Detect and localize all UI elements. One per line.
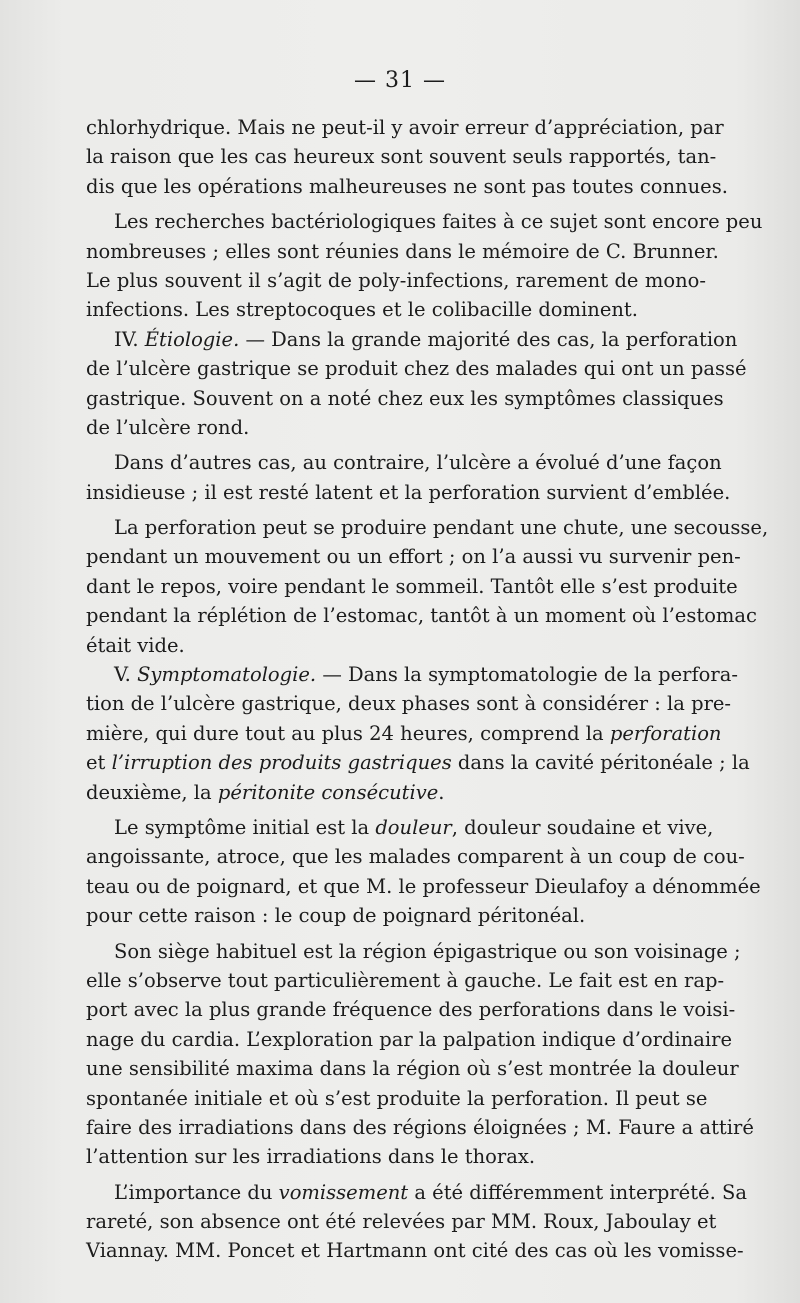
paragraph-start-line [86,513,769,542]
text-segment: nage du cardia. L’exploration par la palpation indique d’ordinaire [86,1027,732,1051]
text-line [86,689,732,718]
text-line [86,172,728,201]
text-segment: , douleur soudaine et vive, [451,815,714,839]
text-segment: dans la cavité péritonéale ; la [451,751,750,775]
text-line [86,1054,739,1083]
text-segment: port avec la plus grande fréquence des perforations dans le voisi- [86,998,736,1022]
text-line [86,1142,706,1171]
text-segment: Son siège habituel est la région épigastrique ou son voisinage ; [114,939,741,963]
emphasis-text: perforation [609,721,722,745]
text-line [86,1084,706,1113]
section-title-etiologie: Étiologie. [144,327,240,351]
text-segment: spontanée initiale et où s’est produite la perforation. Il peut se [86,1086,708,1110]
text-line [86,1025,732,1054]
text-segment: pendant la réplétion de l’estomac, tantôt à un moment où l’estomac [86,604,757,628]
text-segment: . [438,780,445,804]
text-line [86,719,722,748]
text-line [86,478,731,507]
text-line [86,872,761,901]
text-segment: teau ou de poignard, et que M. le professeur Dieulafoy a dénommée [86,874,761,898]
page-number: — 31 — [354,68,446,93]
text-segment: faire des irradiations dans des régions éloignées ; M. Faure a attiré [86,1115,754,1139]
text-segment: Dans d’autres cas, au contraire, l’ulcère a évolué d’une façon [114,451,722,475]
text-segment: — Dans la symptomatologie de la perfora- [316,663,738,687]
text-segment: La perforation peut se produire pendant une chute, une secousse, [114,516,769,540]
emphasis-text: péritonite consécutive [217,780,439,804]
paragraph-start-line [86,937,741,966]
text-segment: et [86,751,112,775]
section-number: IV. [114,327,145,351]
text-line [86,901,706,930]
emphasis-text: douleur [375,815,452,839]
text-line [86,354,747,383]
section-number: V. [114,663,138,687]
section-title-symptomatologie: Symptomatologie. [137,663,317,687]
text-segment: chlorhydrique. Mais ne peut-il y avoir erreur d’appréciation, par [86,116,724,139]
text-line [86,413,706,442]
text-segment: de l’ulcère gastrique se produit chez des malades qui ont un passé [86,357,747,381]
text-segment: Viannay. MM. Poncet et Hartmann ont cité des cas où les vomisse- [86,1239,744,1263]
text-segment: a été différemment interprété. Sa [408,1180,747,1204]
text-segment: gastrique. Souvent on a noté chez eux les symptômes classiques [86,386,724,410]
text-segment: de l’ulcère rond. [86,415,250,439]
text-segment: une sensibilité maxima dans la région où s’est montrée la douleur [86,1057,739,1081]
text-segment: Le plus souvent il s’agit de poly-infections, rarement de mono- [86,268,706,292]
text-line [86,966,725,995]
text-line [86,237,719,266]
text-line [86,778,706,807]
text-segment: infections. Les streptocoques et le colibacille dominent. [86,298,638,322]
emphasis-text: l’irruption des produits gastriques [111,751,452,775]
text-line [86,295,706,324]
text-line [86,384,724,413]
text-segment: la raison que les cas heureux sont souvent seuls rapportés, tan- [86,145,717,169]
text-line [86,266,706,295]
body-text [86,113,769,1266]
text-segment: pour cette raison : le coup de poignard péritonéal. [86,904,586,928]
text-segment: l’attention sur les irradiations dans le thorax. [86,1145,536,1169]
text-segment: tion de l’ulcère gastrique, deux phases sont à considérer : la pre- [86,692,732,716]
text-segment: deuxième, la [86,780,218,804]
text-line [86,542,741,571]
text-segment: nombreuses ; elles sont réunies dans le mémoire de C. Brunner. [86,239,719,263]
text-segment: rareté, son absence ont été relevées par MM. Roux, Jaboulay et [86,1210,717,1234]
text-line [86,142,717,171]
text-segment: angoissante, atroce, que les malades comparent à un coup de cou- [86,845,745,869]
paragraph-start-line [86,207,763,236]
text-line [86,995,736,1024]
text-line [86,113,724,142]
text-segment: insidieuse ; il est resté latent et la perforation survient d’emblée. [86,480,731,504]
text-line [86,631,706,660]
emphasis-text: vomissement [278,1180,409,1204]
paragraph-start-line [86,813,714,842]
paragraph-start-line [86,448,722,477]
paragraph-start-line [86,1178,747,1207]
text-segment: Le symptôme initial est la [114,815,376,839]
text-segment: dis que les opérations malheureuses ne sont pas toutes connues. [86,174,728,198]
text-segment: — Dans la grande majorité des cas, la perforation [239,327,738,351]
text-segment: mière, qui dure tout au plus 24 heures, comprend la [86,721,610,745]
text-line [86,572,738,601]
text-segment: Les recherches bactériologiques faites à ce sujet sont encore peu [114,210,763,234]
text-segment: L’importance du [114,1180,279,1204]
text-segment: était vide. [86,633,185,657]
text-line [86,1113,754,1142]
text-segment: pendant un mouvement ou un effort ; on l’a aussi vu survenir pen- [86,545,741,569]
text-line [86,1207,717,1236]
section-heading-line [86,660,738,689]
text-line [86,1236,744,1265]
text-segment: dant le repos, voire pendant le sommeil. Tantôt elle s’est produite [86,574,738,598]
section-heading-line [86,325,738,354]
text-line [86,601,757,630]
text-line [86,748,750,777]
text-segment: elle s’observe tout particulièrement à gauche. Le fait est en rap- [86,968,725,992]
text-line [86,842,745,871]
